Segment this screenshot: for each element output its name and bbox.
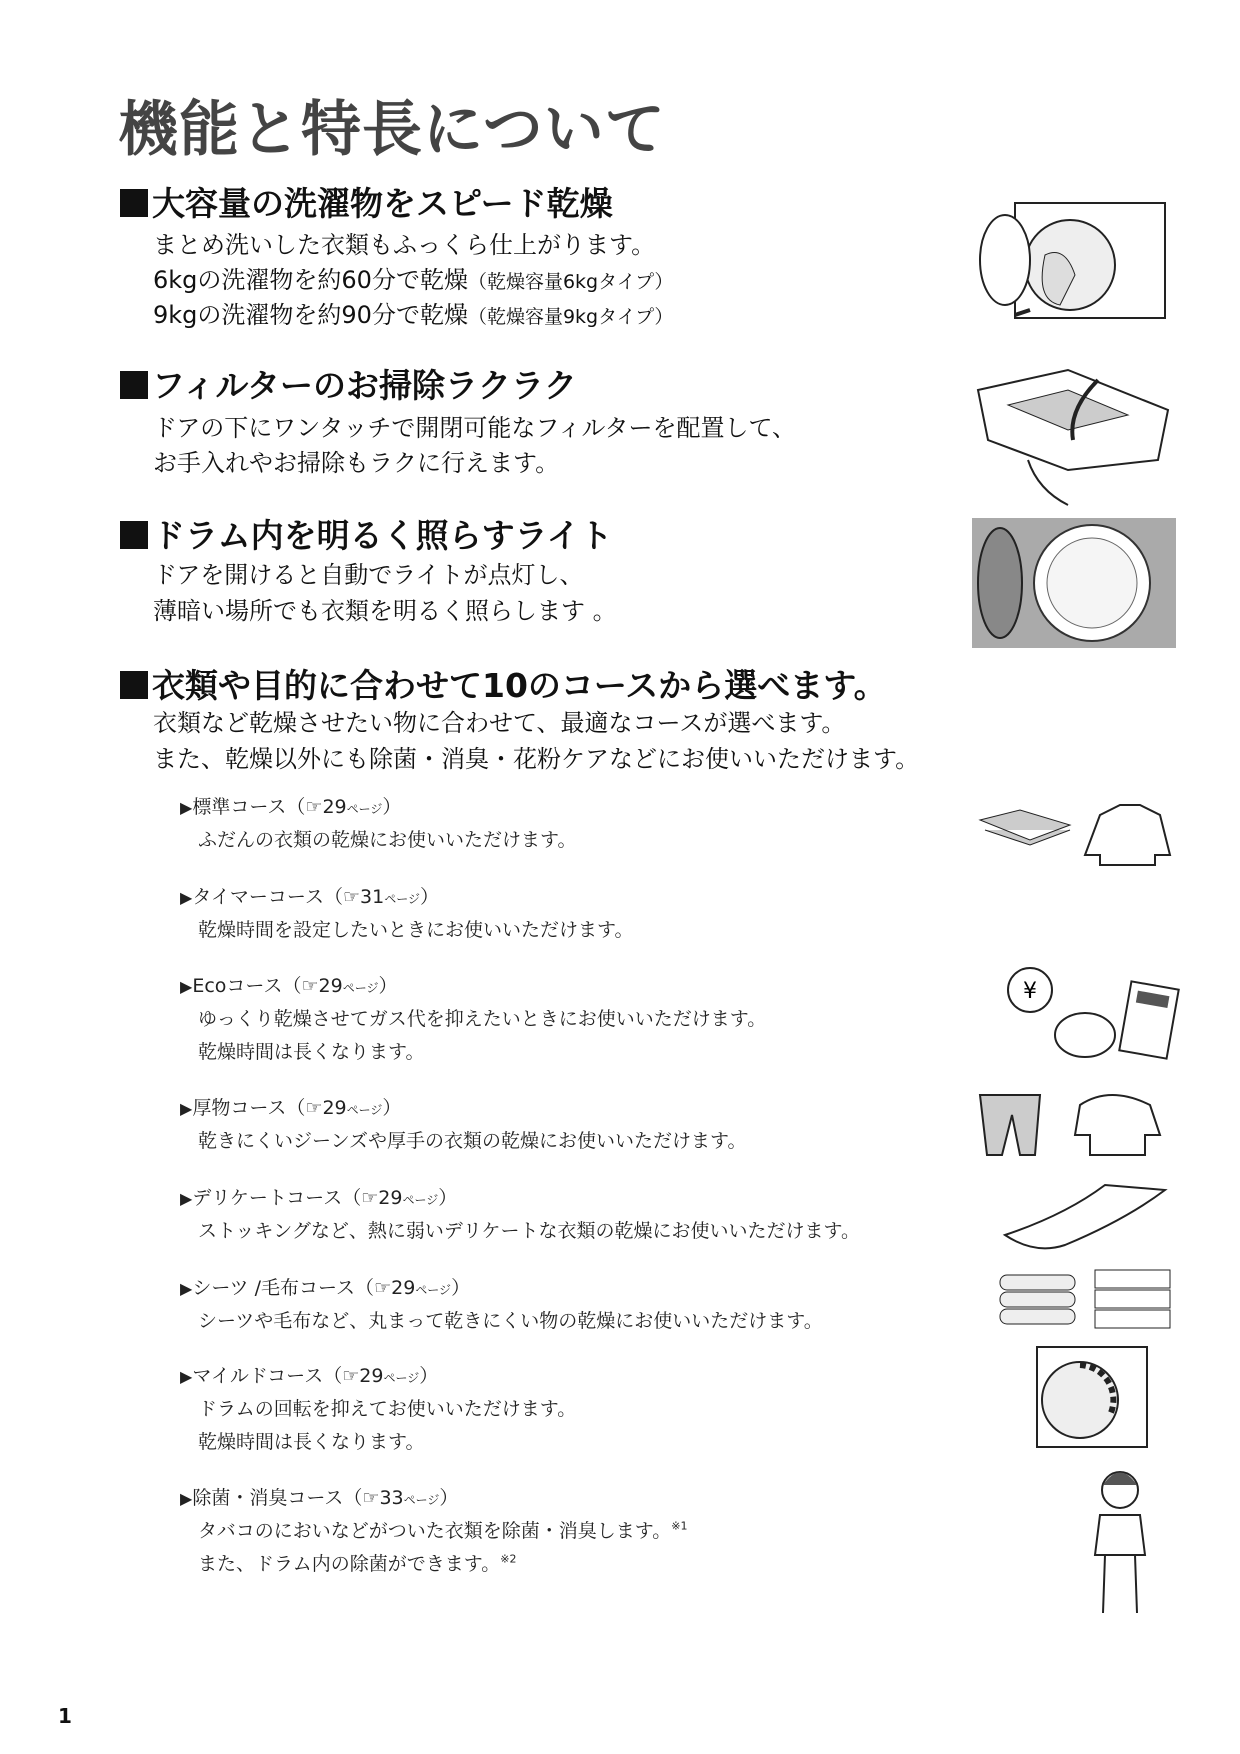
capacity-main: 9kgの洗濯物を約90分で乾燥 (153, 301, 468, 329)
course-description (198, 915, 633, 942)
capacity-main: 6kgの洗濯物を約60分で乾燥 (153, 266, 468, 294)
dryer-loading-illustration (975, 195, 1175, 325)
course-title: ▶Ecoコース（☞29ページ） (180, 975, 398, 997)
triangle-bullet-icon: ▶ (180, 1367, 193, 1386)
section-text: まとめ洗いした衣類もふっくら仕上がります。 (153, 231, 656, 259)
section-heading-light (120, 510, 613, 557)
course-description (198, 1037, 424, 1064)
description-text: また、ドラム内の除菌ができます。 (198, 1553, 501, 1575)
section-heading-capacity (120, 178, 613, 225)
section-heading-courses (120, 660, 887, 707)
course-description (198, 1394, 576, 1421)
course-description (198, 1427, 424, 1454)
triangle-bullet-icon: ▶ (180, 1189, 193, 1208)
course-title: ▶シーツ /毛布コース（☞29ページ） (180, 1277, 471, 1299)
course-description (198, 1549, 517, 1576)
course-description (198, 1306, 823, 1333)
jeans-sweater-illustration (975, 1085, 1180, 1160)
page-title: 機能と特長について (118, 95, 666, 165)
footnote-mark: ※2 (500, 1552, 517, 1566)
page-reference[interactable]: 29 (378, 1187, 403, 1209)
description-text: タバコのにおいなどがついた衣類を除菌・消臭します。 (198, 1520, 672, 1542)
footnote-mark: ※1 (671, 1519, 688, 1533)
course-title: ▶デリケートコース（☞29ページ） (180, 1187, 458, 1209)
description-text: シーツや毛布など、丸まって乾きにくい物の乾燥にお使いいただけます。 (198, 1310, 823, 1332)
drum-light-illustration (972, 518, 1176, 648)
triangle-bullet-icon: ▶ (180, 1099, 193, 1118)
page-suffix: ページ (342, 981, 379, 995)
pointing-hand-icon: ☞ (342, 1365, 360, 1387)
description-text: 乾きにくいジーンズや厚手の衣類の乾燥にお使いいただけます。 (198, 1130, 747, 1152)
course-name: マイルドコース (192, 1365, 324, 1387)
course-description (198, 1216, 860, 1243)
pointing-hand-icon: ☞ (305, 796, 323, 818)
course-description (198, 1004, 766, 1031)
square-bullet-icon (120, 671, 148, 699)
course-title: ▶マイルドコース（☞29ページ） (180, 1365, 439, 1387)
pointing-hand-icon: ☞ (343, 886, 361, 908)
heading-text: フィルターのお掃除ラクラク (152, 366, 578, 405)
pointing-hand-icon: ☞ (305, 1097, 323, 1119)
page-suffix: ページ (403, 1493, 440, 1507)
eco-savings-illustration (1005, 965, 1180, 1065)
pointing-hand-icon: ☞ (361, 1187, 379, 1209)
triangle-bullet-icon: ▶ (180, 977, 193, 996)
pointing-hand-icon: ☞ (362, 1487, 380, 1509)
page-reference[interactable]: 29 (322, 796, 347, 818)
page-reference[interactable]: 29 (391, 1277, 416, 1299)
yen-icon: ¥ (1023, 979, 1037, 1004)
course-description (198, 1126, 747, 1153)
capacity-note: （乾燥容量9kgタイプ） (467, 306, 674, 328)
course-name: 除菌・消臭コース (192, 1487, 344, 1509)
description-text: ドラムの回転を抑えてお使いいただけます。 (198, 1398, 577, 1420)
page-number: 1 (58, 1704, 72, 1728)
section-text: 衣類など乾燥させたい物に合わせて、最適なコースが選べます。 (153, 709, 846, 737)
page-reference[interactable]: 29 (322, 1097, 347, 1119)
course-name: シーツ /毛布コース (192, 1277, 356, 1299)
woman-smelling-illustration (1085, 1465, 1155, 1615)
capacity-6kg (153, 260, 673, 295)
course-title: ▶標準コース（☞29ページ） (180, 796, 402, 818)
course-name: Ecoコース (192, 975, 283, 997)
square-bullet-icon (120, 521, 148, 549)
page-suffix: ページ (415, 1283, 452, 1297)
triangle-bullet-icon: ▶ (180, 1279, 193, 1298)
section-text: また、乾燥以外にも除菌・消臭・花粉ケアなどにお使いいただけます。 (153, 745, 920, 773)
course-title: ▶除菌・消臭コース（☞33ページ） (180, 1487, 459, 1509)
course-title: ▶厚物コース（☞29ページ） (180, 1097, 402, 1119)
description-text: ストッキングなど、熱に弱いデリケートな衣類の乾燥にお使いいただけます。 (198, 1220, 860, 1242)
description-text: ふだんの衣類の乾燥にお使いいただけます。 (198, 829, 577, 851)
pointing-hand-icon: ☞ (374, 1277, 392, 1299)
course-name: 厚物コース (192, 1097, 287, 1119)
filter-cleaning-illustration (968, 350, 1178, 515)
page-reference[interactable]: 29 (318, 975, 343, 997)
page-suffix: ページ (383, 1371, 420, 1385)
triangle-bullet-icon: ▶ (180, 1489, 193, 1508)
heading-text: ドラム内を明るく照らすライト (152, 516, 613, 555)
capacity-9kg (153, 295, 673, 330)
course-name: デリケートコース (192, 1187, 343, 1209)
page-reference[interactable]: 31 (360, 886, 385, 908)
course-name: 標準コース (192, 796, 287, 818)
square-bullet-icon (120, 189, 148, 217)
heading-text: 衣類や目的に合わせて10のコースから選べます。 (152, 666, 887, 705)
capacity-note: （乾燥容量6kgタイプ） (467, 271, 674, 293)
mild-drum-illustration (1035, 1345, 1150, 1450)
course-description (198, 825, 576, 852)
stocking-illustration (1000, 1175, 1175, 1250)
course-name: タイマーコース (192, 886, 324, 908)
course-description (198, 1516, 688, 1543)
section-text: ドアを開けると自動でライトが点灯し、 (153, 561, 584, 589)
description-text: ゆっくり乾燥させてガス代を抑えたいときにお使いいただけます。 (198, 1008, 767, 1030)
page-suffix: ページ (402, 1193, 439, 1207)
heading-text: 大容量の洗濯物をスピード乾燥 (152, 184, 613, 223)
page-suffix: ページ (346, 1103, 383, 1117)
section-text: ドアの下にワンタッチで開閉可能なフィルターを配置して、 (153, 414, 796, 442)
triangle-bullet-icon: ▶ (180, 888, 193, 907)
folded-blankets-illustration (995, 1265, 1175, 1335)
page-reference[interactable]: 33 (379, 1487, 404, 1509)
section-text: お手入れやお掃除もラクに行えます。 (153, 449, 560, 477)
description-text: 乾燥時間は長くなります。 (198, 1431, 425, 1453)
square-bullet-icon (120, 371, 148, 399)
section-heading-filter (120, 360, 577, 407)
course-title: ▶タイマーコース（☞31ページ） (180, 886, 440, 908)
description-text: 乾燥時間を設定したいときにお使いいただけます。 (198, 919, 634, 941)
pointing-hand-icon: ☞ (301, 975, 319, 997)
description-text: 乾燥時間は長くなります。 (198, 1041, 425, 1063)
page-suffix: ページ (384, 892, 420, 906)
towel-shirt-illustration (975, 800, 1175, 870)
triangle-bullet-icon: ▶ (180, 798, 193, 817)
section-text: 薄暗い場所でも衣類を明るく照らします 。 (153, 597, 617, 625)
page-suffix: ページ (346, 802, 383, 816)
page-reference[interactable]: 29 (359, 1365, 384, 1387)
